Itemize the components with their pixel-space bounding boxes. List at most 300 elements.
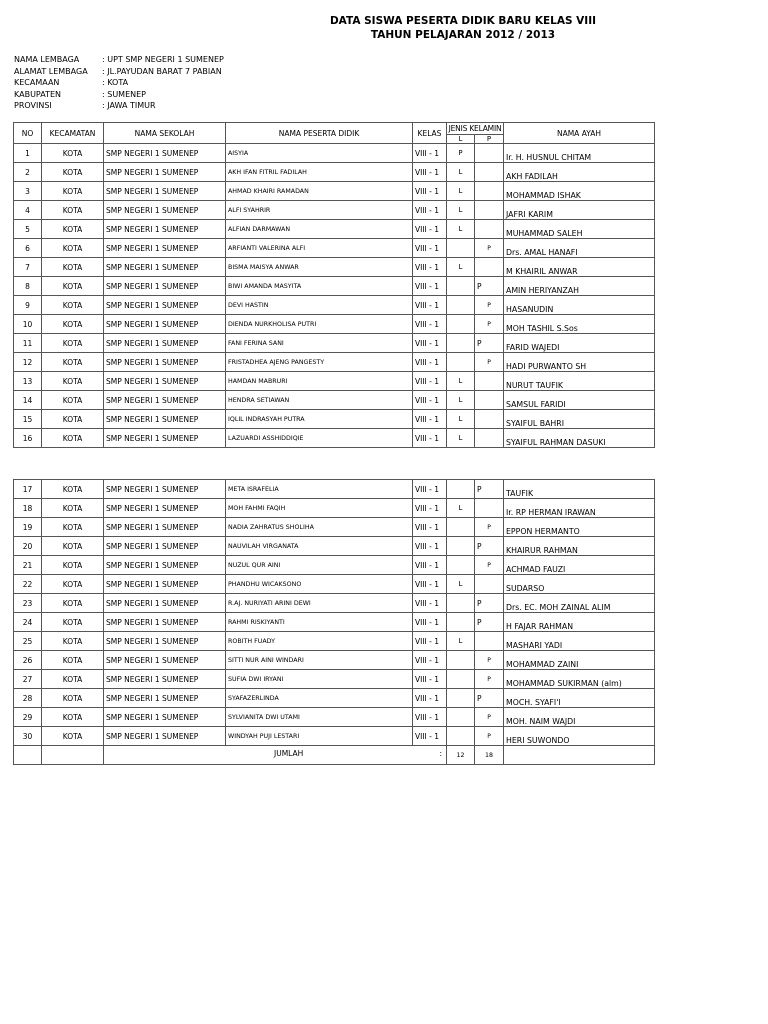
cell-l [447,334,475,353]
cell-nama-sekolah: SMP NEGERI 1 SUMENEP [104,632,226,651]
table-row [14,315,655,334]
table-row [14,689,655,708]
cell-nama-ayah: MOH. NAIM WAJDI [504,708,655,727]
cell-l [447,689,475,708]
cell-kecamatan: KOTA [42,556,104,575]
cell-nama-ayah: Ir. RP HERMAN IRAWAN [504,499,655,518]
cell-kelas: VIII - 1 [413,429,447,448]
info-value: : KOTA [102,78,129,87]
cell-no: 15 [14,410,42,429]
cell-nama-peserta: R.AJ. NURIYATI ARINI DEWI [226,594,413,613]
cell-nama-sekolah: SMP NEGERI 1 SUMENEP [104,708,226,727]
cell-nama-ayah: EPPON HERMANTO [504,518,655,537]
cell-l: L [447,499,475,518]
cell-kecamatan: KOTA [42,727,104,746]
cell-no: 22 [14,575,42,594]
cell-p: P [475,518,504,537]
cell-no: 27 [14,670,42,689]
cell-kelas: VIII - 1 [413,334,447,353]
cell-no: 28 [14,689,42,708]
cell-kecamatan: KOTA [42,670,104,689]
cell-no: 23 [14,594,42,613]
cell-p [475,391,504,410]
cell-no: 1 [14,144,42,163]
cell-kelas: VIII - 1 [413,220,447,239]
cell-kelas: VIII - 1 [413,594,447,613]
info-row [14,66,224,78]
cell-kelas: VIII - 1 [413,296,447,315]
cell-l [447,518,475,537]
cell-nama-ayah: KHAIRUR RAHMAN [504,537,655,556]
cell-kelas: VIII - 1 [413,144,447,163]
cell-kecamatan: KOTA [42,258,104,277]
cell-l: P [447,144,475,163]
header-nama-sekolah: NAMA SEKOLAH [104,123,226,144]
cell-kecamatan: KOTA [42,315,104,334]
cell-p: P [475,239,504,258]
cell-no: 3 [14,182,42,201]
table-row [14,537,655,556]
total-label-cell [104,746,447,765]
cell-no: 9 [14,296,42,315]
cell-kelas: VIII - 1 [413,651,447,670]
cell-p [475,499,504,518]
cell-nama-peserta: AHMAD KHAIRI RAMADAN [226,182,413,201]
cell-p: P [475,708,504,727]
cell-nama-sekolah: SMP NEGERI 1 SUMENEP [104,410,226,429]
cell-no: 4 [14,201,42,220]
cell-no: 25 [14,632,42,651]
cell-p [475,182,504,201]
cell-p [475,258,504,277]
cell-p [475,163,504,182]
cell-nama-peserta: WINDYAH PUJI LESTARI [226,727,413,746]
info-value: : JL.PAYUDAN BARAT 7 PABIAN [102,66,222,76]
cell-nama-sekolah: SMP NEGERI 1 SUMENEP [104,480,226,499]
cell-p [475,144,504,163]
header-nama-peserta: NAMA PESERTA DIDIK [226,123,413,144]
cell-nama-ayah: MASHARI YADI [504,632,655,651]
cell-kelas: VIII - 1 [413,258,447,277]
table-row [14,429,655,448]
cell-nama-ayah: FARID WAJEDI [504,334,655,353]
header-jenis-kelamin: JENIS KELAMIN [447,123,504,135]
cell-no: 7 [14,258,42,277]
cell-p [475,372,504,391]
cell-no: 10 [14,315,42,334]
cell-nama-sekolah: SMP NEGERI 1 SUMENEP [104,182,226,201]
cell-kecamatan: KOTA [42,575,104,594]
cell-kecamatan: KOTA [42,651,104,670]
cell-no: 30 [14,727,42,746]
cell-nama-sekolah: SMP NEGERI 1 SUMENEP [104,334,226,353]
cell-nama-peserta: MOH FAHMI FAQIH [226,499,413,518]
table-row [14,499,655,518]
cell-l [447,480,475,499]
cell-nama-peserta: BIWI AMANDA MASYITA [226,277,413,296]
cell-nama-sekolah: SMP NEGERI 1 SUMENEP [104,372,226,391]
cell-p [475,575,504,594]
cell-nama-sekolah: SMP NEGERI 1 SUMENEP [104,353,226,372]
cell-no: 29 [14,708,42,727]
table-row [14,556,655,575]
table-row [14,391,655,410]
info-row [14,54,224,66]
cell-p: P [475,651,504,670]
info-label: PROVINSI [14,101,52,110]
table-row [14,353,655,372]
table-row [14,334,655,353]
cell-l [447,296,475,315]
document-title: DATA SISWA PESERTA DIDIK BARU KELAS VIII [329,15,597,27]
header-l: L [447,135,475,144]
cell-nama-ayah: M KHAIRIL ANWAR [504,258,655,277]
cell-nama-peserta: SITTI NUR AINI WINDARI [226,651,413,670]
cell-nama-ayah: MOH TASHIL S.Sos [504,315,655,334]
cell-nama-peserta: IQLIL INDRASYAH PUTRA [226,410,413,429]
table-row [14,239,655,258]
cell-p: P [475,334,504,353]
header-p: P [475,135,504,144]
cell-nama-peserta: DEVI HASTIN [226,296,413,315]
cell-kecamatan: KOTA [42,518,104,537]
cell-nama-ayah: H FAJAR RAHMAN [504,613,655,632]
cell-nama-peserta: LAZUARDI ASSHIDDIQIE [226,429,413,448]
cell-kelas: VIII - 1 [413,163,447,182]
total-empty-cell [504,746,655,765]
cell-p [475,429,504,448]
cell-l [447,537,475,556]
cell-nama-peserta: ARFIANTI VALERINA ALFI [226,239,413,258]
total-label: JUMLAH [274,749,304,758]
cell-kecamatan: KOTA [42,594,104,613]
cell-nama-sekolah: SMP NEGERI 1 SUMENEP [104,537,226,556]
cell-l [447,315,475,334]
cell-kecamatan: KOTA [42,613,104,632]
cell-l: L [447,429,475,448]
cell-nama-peserta: DIENDA NURKHOLISA PUTRI [226,315,413,334]
cell-kecamatan: KOTA [42,410,104,429]
table-row [14,182,655,201]
cell-nama-peserta: NADIA ZAHRATUS SHOLIHA [226,518,413,537]
cell-p: P [475,296,504,315]
table-row [14,727,655,746]
info-label: NAMA LEMBAGA [14,55,80,64]
cell-no: 24 [14,613,42,632]
cell-nama-sekolah: SMP NEGERI 1 SUMENEP [104,689,226,708]
cell-p: P [475,689,504,708]
info-value: : UPT SMP NEGERI 1 SUMENEP [102,55,224,64]
cell-p: P [475,594,504,613]
cell-no: 5 [14,220,42,239]
cell-kecamatan: KOTA [42,277,104,296]
table-row [14,410,655,429]
cell-l: L [447,391,475,410]
cell-nama-ayah: MOHAMMAD SUKIRMAN (alm) [504,670,655,689]
cell-kecamatan: KOTA [42,480,104,499]
cell-no: 17 [14,480,42,499]
info-row [14,89,224,101]
cell-l: L [447,575,475,594]
cell-nama-sekolah: SMP NEGERI 1 SUMENEP [104,613,226,632]
cell-nama-ayah: ACHMAD FAUZI [504,556,655,575]
table-row [14,632,655,651]
cell-l [447,651,475,670]
cell-l [447,613,475,632]
cell-nama-ayah: MOHAMMAD ISHAK [504,182,655,201]
cell-kelas: VIII - 1 [413,727,447,746]
cell-nama-sekolah: SMP NEGERI 1 SUMENEP [104,556,226,575]
cell-nama-ayah: AKH FADILAH [504,163,655,182]
cell-kecamatan: KOTA [42,372,104,391]
cell-nama-sekolah: SMP NEGERI 1 SUMENEP [104,201,226,220]
cell-l [447,708,475,727]
cell-no: 19 [14,518,42,537]
cell-nama-peserta: SYAFAZERLINDA [226,689,413,708]
cell-nama-sekolah: SMP NEGERI 1 SUMENEP [104,518,226,537]
cell-l: L [447,372,475,391]
cell-p: P [475,727,504,746]
cell-no: 6 [14,239,42,258]
cell-nama-sekolah: SMP NEGERI 1 SUMENEP [104,296,226,315]
cell-no: 18 [14,499,42,518]
cell-nama-peserta: HAMDAN MABRURI [226,372,413,391]
cell-kelas: VIII - 1 [413,708,447,727]
cell-l: L [447,632,475,651]
cell-nama-ayah: HASANUDIN [504,296,655,315]
cell-l [447,670,475,689]
cell-no: 11 [14,334,42,353]
cell-kecamatan: KOTA [42,429,104,448]
cell-nama-peserta: BISMA MAISYA ANWAR [226,258,413,277]
cell-nama-peserta: ALFI SYAHRIR [226,201,413,220]
cell-kelas: VIII - 1 [413,480,447,499]
total-l: 12 [447,746,475,765]
cell-nama-peserta: SYLVIANITA DWI UTAMI [226,708,413,727]
cell-nama-peserta: ALFIAN DARMAWAN [226,220,413,239]
info-row [14,100,224,112]
cell-p [475,201,504,220]
cell-kelas: VIII - 1 [413,537,447,556]
cell-kelas: VIII - 1 [413,689,447,708]
cell-kecamatan: KOTA [42,201,104,220]
table-row [14,144,655,163]
cell-l: L [447,201,475,220]
cell-nama-sekolah: SMP NEGERI 1 SUMENEP [104,315,226,334]
info-value: : JAWA TIMUR [102,101,156,110]
cell-no: 8 [14,277,42,296]
cell-kecamatan: KOTA [42,391,104,410]
cell-nama-ayah: MOCH. SYAFI'I [504,689,655,708]
cell-no: 14 [14,391,42,410]
cell-kelas: VIII - 1 [413,315,447,334]
cell-p: P [475,556,504,575]
cell-nama-peserta: HENDRA SETIAWAN [226,391,413,410]
student-table-part1 [13,122,655,448]
table-row [14,670,655,689]
header-nama-ayah: NAMA AYAH [504,123,655,144]
cell-nama-sekolah: SMP NEGERI 1 SUMENEP [104,391,226,410]
info-label: KABUPATEN [14,89,62,99]
cell-nama-ayah: NURUT TAUFIK [504,372,655,391]
header-kecamatan: KECAMATAN [42,123,104,144]
cell-nama-sekolah: SMP NEGERI 1 SUMENEP [104,670,226,689]
total-p: 18 [475,746,504,765]
cell-l [447,239,475,258]
cell-nama-ayah: SYAIFUL BAHRI [504,410,655,429]
cell-kelas: VIII - 1 [413,182,447,201]
table-row [14,277,655,296]
cell-nama-sekolah: SMP NEGERI 1 SUMENEP [104,575,226,594]
cell-p: P [475,480,504,499]
cell-kecamatan: KOTA [42,334,104,353]
cell-nama-peserta: SUFIA DWI IRYANI [226,670,413,689]
cell-nama-peserta: AISYIA [226,144,413,163]
cell-l: L [447,410,475,429]
cell-l: L [447,258,475,277]
cell-nama-peserta: RAHMI RISKIYANTI [226,613,413,632]
cell-kecamatan: KOTA [42,239,104,258]
cell-l [447,727,475,746]
cell-nama-sekolah: SMP NEGERI 1 SUMENEP [104,594,226,613]
cell-nama-ayah: SUDARSO [504,575,655,594]
total-row [14,746,655,765]
cell-kecamatan: KOTA [42,537,104,556]
cell-kelas: VIII - 1 [413,670,447,689]
cell-l [447,277,475,296]
cell-nama-ayah: AMIN HERIYANZAH [504,277,655,296]
cell-kelas: VIII - 1 [413,613,447,632]
table-row [14,296,655,315]
cell-l: L [447,182,475,201]
total-empty-cell [14,746,42,765]
cell-kecamatan: KOTA [42,632,104,651]
cell-kelas: VIII - 1 [413,410,447,429]
cell-nama-ayah: TAUFIK [504,480,655,499]
cell-p: P [475,670,504,689]
cell-nama-peserta: AKH IFAN FITRIL FADILAH [226,163,413,182]
table-row [14,613,655,632]
cell-p: P [475,315,504,334]
cell-kecamatan: KOTA [42,144,104,163]
table-row [14,372,655,391]
cell-l: L [447,163,475,182]
table-row [14,518,655,537]
table-body [14,480,655,746]
total-empty-cell [42,746,104,765]
cell-p [475,410,504,429]
cell-l: L [447,220,475,239]
cell-nama-peserta: PHANDHU WICAKSONO [226,575,413,594]
cell-nama-ayah: MUHAMMAD SALEH [504,220,655,239]
cell-kecamatan: KOTA [42,182,104,201]
header-kelas: KELAS [413,123,447,144]
cell-nama-peserta: FRISTADHEA AJENG PANGESTY [226,353,413,372]
cell-kelas: VIII - 1 [413,353,447,372]
cell-p: P [475,537,504,556]
cell-kecamatan: KOTA [42,499,104,518]
cell-nama-sekolah: SMP NEGERI 1 SUMENEP [104,499,226,518]
table-row [14,201,655,220]
cell-nama-sekolah: SMP NEGERI 1 SUMENEP [104,429,226,448]
cell-p: P [475,613,504,632]
cell-kelas: VIII - 1 [413,372,447,391]
table-row [14,708,655,727]
cell-l [447,556,475,575]
info-value: : SUMENEP [102,89,146,99]
cell-no: 2 [14,163,42,182]
cell-p: P [475,353,504,372]
cell-kelas: VIII - 1 [413,518,447,537]
table-row [14,480,655,499]
table-row [14,575,655,594]
cell-p: P [475,277,504,296]
table-row [14,651,655,670]
cell-kelas: VIII - 1 [413,391,447,410]
info-label: ALAMAT LEMBAGA [14,66,88,76]
cell-kecamatan: KOTA [42,220,104,239]
cell-p [475,632,504,651]
cell-nama-ayah: JAFRI KARIM [504,201,655,220]
cell-nama-peserta: ROBITH FUADY [226,632,413,651]
cell-l [447,594,475,613]
cell-nama-ayah: Ir. H. HUSNUL CHITAM [504,144,655,163]
cell-kelas: VIII - 1 [413,201,447,220]
cell-p [475,220,504,239]
cell-nama-ayah: HERI SUWONDO [504,727,655,746]
cell-kecamatan: KOTA [42,296,104,315]
total-colon: : [439,749,442,758]
cell-nama-sekolah: SMP NEGERI 1 SUMENEP [104,277,226,296]
cell-kecamatan: KOTA [42,353,104,372]
cell-nama-sekolah: SMP NEGERI 1 SUMENEP [104,258,226,277]
cell-no: 12 [14,353,42,372]
cell-nama-ayah: MOHAMMAD ZAINI [504,651,655,670]
cell-nama-sekolah: SMP NEGERI 1 SUMENEP [104,727,226,746]
cell-nama-ayah: HADI PURWANTO SH [504,353,655,372]
table-row [14,220,655,239]
cell-no: 16 [14,429,42,448]
cell-nama-ayah: Drs. AMAL HANAFI [504,239,655,258]
cell-nama-sekolah: SMP NEGERI 1 SUMENEP [104,220,226,239]
table-row [14,163,655,182]
cell-kelas: VIII - 1 [413,499,447,518]
cell-kecamatan: KOTA [42,163,104,182]
student-table-part2 [13,479,655,765]
cell-nama-peserta: NAUVILAH VIRGANATA [226,537,413,556]
header-no: NO [14,123,42,144]
table-body [14,144,655,448]
cell-no: 13 [14,372,42,391]
cell-kelas: VIII - 1 [413,575,447,594]
cell-nama-sekolah: SMP NEGERI 1 SUMENEP [104,163,226,182]
cell-l [447,353,475,372]
table-row [14,594,655,613]
institution-info [14,54,224,112]
cell-nama-sekolah: SMP NEGERI 1 SUMENEP [104,651,226,670]
cell-kelas: VIII - 1 [413,632,447,651]
cell-nama-ayah: SAMSUL FARIDI [504,391,655,410]
cell-kelas: VIII - 1 [413,556,447,575]
document-subtitle: TAHUN PELAJARAN 2012 / 2013 [370,29,556,41]
cell-kecamatan: KOTA [42,689,104,708]
cell-nama-peserta: META ISRAFELIA [226,480,413,499]
cell-no: 21 [14,556,42,575]
info-row [14,77,224,89]
cell-nama-sekolah: SMP NEGERI 1 SUMENEP [104,239,226,258]
table-row [14,258,655,277]
cell-no: 20 [14,537,42,556]
